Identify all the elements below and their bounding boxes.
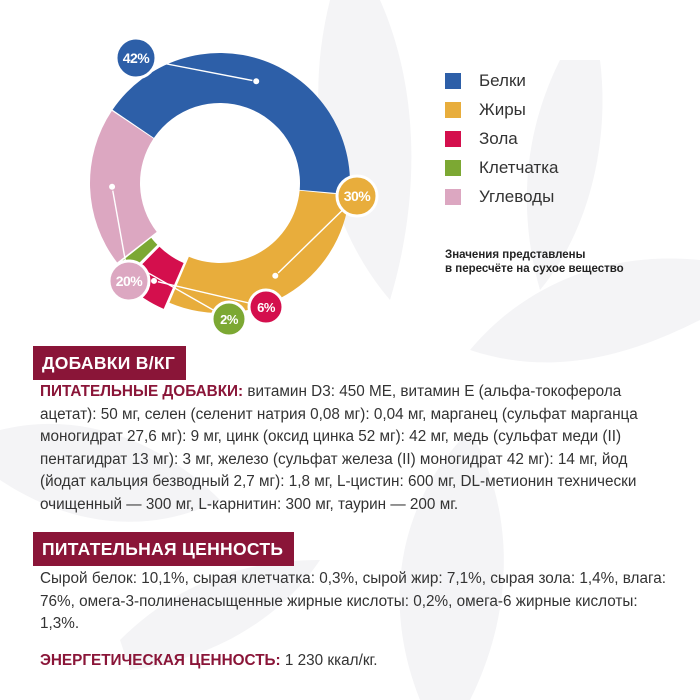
donut-slice-carbs [90, 111, 157, 263]
nutrition-text: Сырой белок: 10,1%, сырая клетчатка: 0,3%, сырой жир: 7,1%, сырая зола: 1,4%, влага: 76%, омега-3-полиненасыщенные жирные кислоты: 0,2%, омега-6 жирные кислоты: 1,3%. [40, 570, 666, 632]
chart-legend [445, 66, 559, 211]
leader-dot-carbs [109, 183, 116, 190]
legend-item-fiber [445, 153, 559, 182]
legend-swatch-fat [445, 102, 461, 118]
value-label-ash: 6% [257, 300, 275, 315]
legend-item-fat [445, 95, 559, 124]
legend-swatch-carbs [445, 189, 461, 205]
legend-swatch-ash [445, 131, 461, 147]
leader-dot-fat [272, 272, 279, 279]
legend-swatch-protein [445, 73, 461, 89]
legend-label-protein: Белки [479, 70, 526, 90]
nutrition-section-title: ПИТАТЕЛЬНАЯ ЦЕННОСТЬ [33, 532, 294, 566]
chart-note-line-2: в пересчёте на сухое вещество [445, 263, 624, 275]
legend-item-protein [445, 66, 559, 95]
additives-text [40, 381, 674, 516]
energy-body: 1 230 ккал/кг. [280, 652, 378, 669]
energy-label: ЭНЕРГЕТИЧЕСКАЯ ЦЕННОСТЬ: [40, 652, 281, 669]
legend-label-ash: Зола [479, 128, 518, 148]
additives-label: ПИТАТЕЛЬНЫЕ ДОБАВКИ: [40, 383, 244, 400]
chart-note [445, 248, 675, 276]
leader-dot-protein [253, 78, 260, 85]
value-label-fat: 30% [343, 188, 371, 204]
chart-note-line-1: Значения представлены [445, 249, 586, 261]
value-label-carbs: 20% [115, 273, 143, 289]
legend-label-fiber: Клетчатка [479, 157, 559, 177]
additives-body: витамин D3: 450 МЕ, витамин Е (альфа-токоферола ацетат): 50 мг, селен (селенит натрия 0,08 мг): 0,04 мг, марганец (сульфат марганца моногидрат 27,6 мг): 9 мг, цинк (оксид цинка 52 мг): 42 мг, медь (сульфат меди (II) пентагидрат 13 мг): 3 мг, железо (сульфат железа (II) моногидрат 42 мг): 14 мг, йод (йодат кальция безводный 2,7 мг): 1,8 мг, L-цистин: 600 мг, DL-метионин технически очищенный — 300 мг, L-карнитин: 300 мг, таурин — 200 мг. [40, 383, 638, 513]
additives-section-title: ДОБАВКИ В/КГ [33, 346, 186, 380]
legend-item-ash [445, 124, 559, 153]
legend-swatch-fiber [445, 160, 461, 176]
legend-label-carbs: Углеводы [479, 186, 555, 206]
donut-chart [0, 0, 440, 340]
legend-label-fat: Жиры [479, 99, 526, 119]
value-label-protein: 42% [122, 50, 150, 66]
value-label-fiber: 2% [220, 312, 238, 327]
energy-text [40, 650, 674, 673]
legend-item-carbs [445, 182, 559, 211]
